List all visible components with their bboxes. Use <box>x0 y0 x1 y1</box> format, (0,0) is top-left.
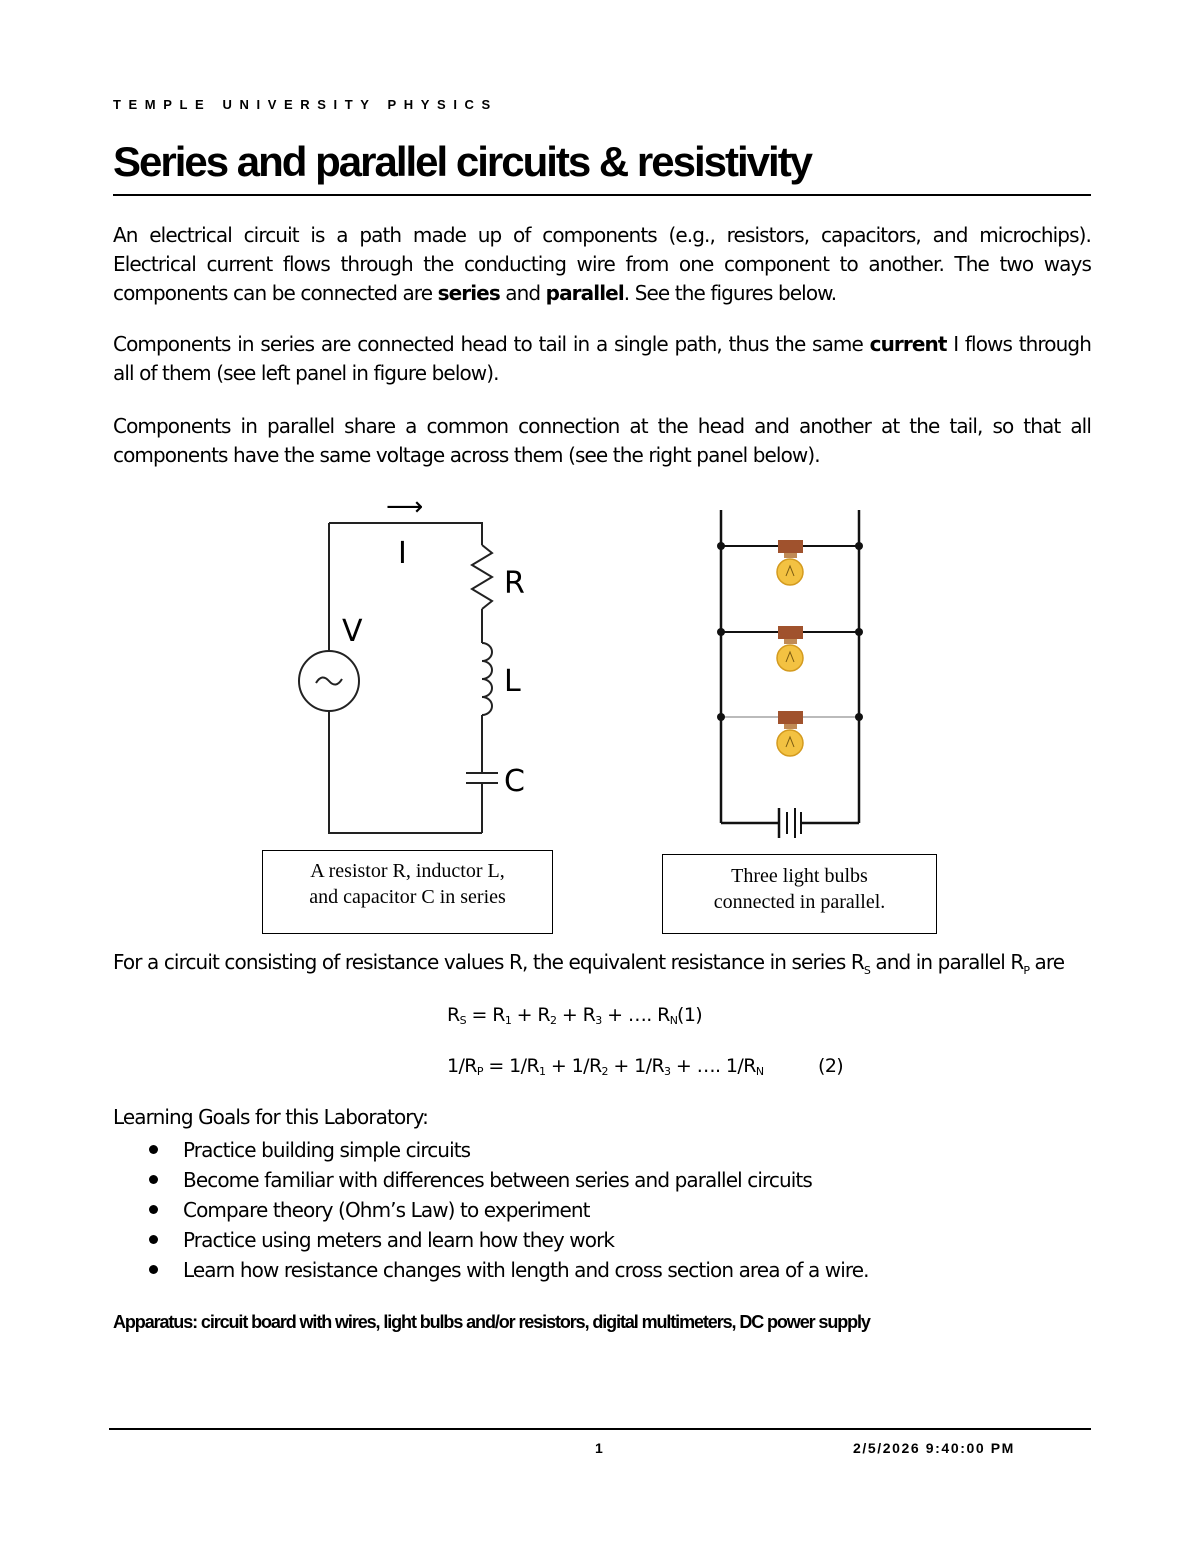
term-series: series <box>437 281 500 305</box>
footer-date: 2/5/2026 9:40:00 PM <box>853 1440 1015 1456</box>
bullet-icon <box>149 1235 158 1244</box>
learning-goals-title: Learning Goals for this Laboratory: <box>113 1105 428 1129</box>
series-figure-caption: A resistor R, inductor L, and capacitor C in series <box>262 850 553 934</box>
list-item: Learn how resistance changes with length and cross section area of a wire. <box>113 1255 869 1285</box>
series-circuit-diagram <box>296 497 556 842</box>
bulb-icon <box>777 626 803 671</box>
bulb-icon <box>777 711 803 756</box>
running-header: TEMPLE UNIVERSITY PHYSICS <box>113 97 498 112</box>
list-item: Practice using meters and learn how they work <box>113 1225 869 1255</box>
learning-goals-list <box>113 1135 869 1285</box>
current-arrow: ⟶ <box>386 497 424 522</box>
intro-paragraph-2: Components in series are connected head to tail in a single path, thus the same current I flows through all of them (see left panel in figure below). <box>113 332 1091 385</box>
label-inductor-L: L <box>504 664 521 699</box>
apparatus-line: Apparatus: circuit board with wires, light bulbs and/or resistors, digital multimeters, DC power supply <box>113 1312 870 1332</box>
title-divider <box>113 194 1091 196</box>
bulb-icon <box>777 540 803 585</box>
equation-series: $R_S = R_1 + R_2 + R_3$ + …. $R_N$ <box>447 1004 678 1027</box>
label-capacitor-C: C <box>504 764 525 799</box>
footer-divider <box>109 1428 1091 1430</box>
intro-paragraph-1: An electrical circuit is a path made up of components (e.g., resistors, capacitors, and microchips). Electrical current flows through the conducting wire from one component to another. The two ways components can be connected are series and parallel. See the figures below. <box>113 223 1091 305</box>
term-current: current <box>869 332 947 356</box>
label-current-I: I <box>398 536 407 571</box>
equation-parallel: $1/R_P = 1/R_1 + 1/R_2 + 1/R_3$ + …. $1/R_N$ <box>447 1055 764 1078</box>
bullet-icon <box>149 1205 158 1214</box>
equation-number-2: (2) <box>818 1055 844 1077</box>
equation-number-1: (1) <box>677 1004 703 1026</box>
term-parallel: parallel <box>545 281 624 305</box>
parallel-circuit-diagram <box>715 506 875 846</box>
parallel-figure-caption: Three light bulbs connected in parallel. <box>662 854 937 934</box>
intro-paragraph-3: Components in parallel share a common connection at the head and another at the tail, so that all components have the same voltage across them (see the right panel below). <box>113 414 1091 467</box>
bullet-icon <box>149 1265 158 1274</box>
equations-intro: For a circuit consisting of resistance values R, the equivalent resistance in series $R_S$ and in parallel $R_P$ are <box>113 950 1065 977</box>
page-title: Series and parallel circuits & resistivity <box>113 138 812 185</box>
bullet-icon <box>149 1175 158 1184</box>
list-item: Become familiar with differences between series and parallel circuits <box>113 1165 869 1195</box>
bullet-icon <box>149 1145 158 1154</box>
list-item: Practice building simple circuits <box>113 1135 869 1165</box>
page-number: 1 <box>595 1440 603 1456</box>
label-voltage-V: V <box>342 614 363 649</box>
list-item: Compare theory (Ohm’s Law) to experiment <box>113 1195 869 1225</box>
label-resistor-R: R <box>504 566 525 601</box>
